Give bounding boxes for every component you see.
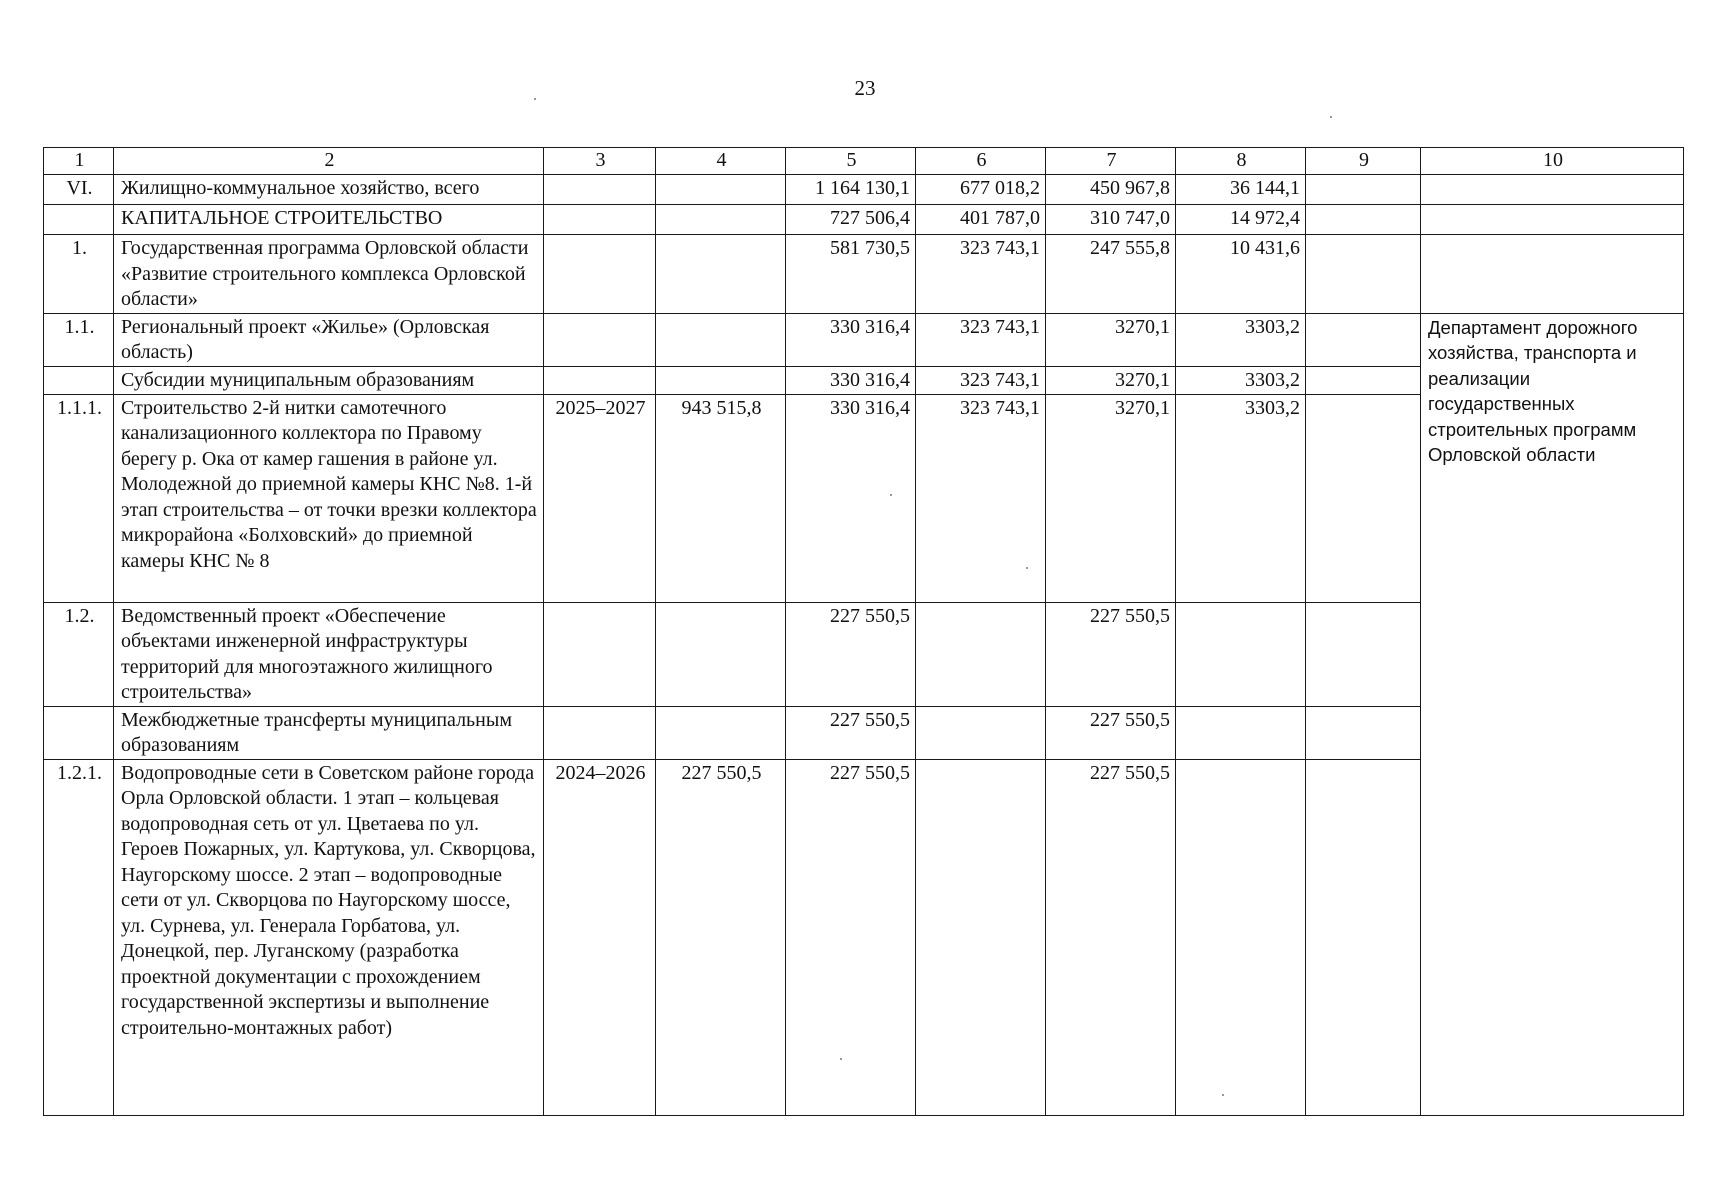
row-number: 1.2. bbox=[44, 602, 114, 706]
row-cost bbox=[656, 205, 786, 235]
row-period bbox=[544, 235, 656, 314]
row-local: 14 972,4 bbox=[1176, 205, 1306, 235]
row-number: 1.1. bbox=[44, 313, 114, 366]
table-row bbox=[44, 313, 1684, 366]
row-other bbox=[1306, 706, 1421, 759]
row-total: 227 550,5 bbox=[786, 759, 916, 1115]
row-period bbox=[544, 175, 656, 205]
row-number: 1. bbox=[44, 235, 114, 314]
row-cost bbox=[656, 366, 786, 394]
row-total: 581 730,5 bbox=[786, 235, 916, 314]
row-number bbox=[44, 205, 114, 235]
header-cell: 7 bbox=[1046, 148, 1176, 175]
row-cost: 943 515,8 bbox=[656, 394, 786, 602]
row-period bbox=[544, 706, 656, 759]
row-other bbox=[1306, 394, 1421, 602]
row-other bbox=[1306, 759, 1421, 1115]
row-total: 330 316,4 bbox=[786, 394, 916, 602]
row-local: 36 144,1 bbox=[1176, 175, 1306, 205]
table-row bbox=[44, 175, 1684, 205]
row-number: 1.1.1. bbox=[44, 394, 114, 602]
header-cell: 4 bbox=[656, 148, 786, 175]
row-name: Субсидии муниципальным образованиям bbox=[114, 366, 544, 394]
header-cell: 2 bbox=[114, 148, 544, 175]
row-number bbox=[44, 706, 114, 759]
row-regional: 227 550,5 bbox=[1046, 706, 1176, 759]
row-cost bbox=[656, 175, 786, 205]
row-local: 3303,2 bbox=[1176, 313, 1306, 366]
scan-speck bbox=[840, 1058, 842, 1060]
row-responsible-empty bbox=[1421, 205, 1684, 235]
row-other bbox=[1306, 602, 1421, 706]
row-federal bbox=[916, 602, 1046, 706]
row-name: Жилищно-коммунальное хозяйство, всего bbox=[114, 175, 544, 205]
row-period: 2024–2026 bbox=[544, 759, 656, 1115]
row-regional: 227 550,5 bbox=[1046, 759, 1176, 1115]
row-cost bbox=[656, 313, 786, 366]
row-local bbox=[1176, 706, 1306, 759]
header-cell: 6 bbox=[916, 148, 1046, 175]
row-name: Государственная программа Орловской области «Развитие строительного комплекса Орловской области» bbox=[114, 235, 544, 314]
row-total: 330 316,4 bbox=[786, 366, 916, 394]
row-federal: 323 743,1 bbox=[916, 235, 1046, 314]
row-regional: 227 550,5 bbox=[1046, 602, 1176, 706]
row-regional: 3270,1 bbox=[1046, 394, 1176, 602]
scan-speck bbox=[1026, 567, 1028, 569]
row-regional: 310 747,0 bbox=[1046, 205, 1176, 235]
row-responsible-empty bbox=[1421, 235, 1684, 314]
header-cell: 8 bbox=[1176, 148, 1306, 175]
row-total: 227 550,5 bbox=[786, 706, 916, 759]
table-row bbox=[44, 205, 1684, 235]
row-total: 727 506,4 bbox=[786, 205, 916, 235]
header-cell: 5 bbox=[786, 148, 916, 175]
row-total: 1 164 130,1 bbox=[786, 175, 916, 205]
scan-speck bbox=[1222, 1094, 1224, 1096]
row-regional: 3270,1 bbox=[1046, 366, 1176, 394]
row-period bbox=[544, 205, 656, 235]
row-local: 10 431,6 bbox=[1176, 235, 1306, 314]
row-total: 227 550,5 bbox=[786, 602, 916, 706]
row-responsible-empty bbox=[1421, 175, 1684, 205]
row-name: Ведомственный проект «Обеспечение объектами инженерной инфраструктуры территорий для многоэтажного жилищного строительства» bbox=[114, 602, 544, 706]
row-period bbox=[544, 602, 656, 706]
header-cell: 1 bbox=[44, 148, 114, 175]
row-federal: 323 743,1 bbox=[916, 394, 1046, 602]
row-federal: 677 018,2 bbox=[916, 175, 1046, 205]
header-row bbox=[44, 148, 1684, 175]
row-cost bbox=[656, 706, 786, 759]
scan-speck bbox=[890, 494, 892, 496]
budget-table bbox=[43, 147, 1684, 1116]
row-federal: 401 787,0 bbox=[916, 205, 1046, 235]
row-local: 3303,2 bbox=[1176, 366, 1306, 394]
page-number: 23 bbox=[854, 76, 876, 100]
row-number bbox=[44, 366, 114, 394]
row-cost bbox=[656, 602, 786, 706]
row-other bbox=[1306, 366, 1421, 394]
scan-speck bbox=[534, 98, 536, 100]
row-other bbox=[1306, 205, 1421, 235]
header-cell: 3 bbox=[544, 148, 656, 175]
row-other bbox=[1306, 313, 1421, 366]
row-cost: 227 550,5 bbox=[656, 759, 786, 1115]
row-federal bbox=[916, 759, 1046, 1115]
row-other bbox=[1306, 235, 1421, 314]
row-local bbox=[1176, 602, 1306, 706]
scan-speck bbox=[1330, 116, 1332, 118]
row-local: 3303,2 bbox=[1176, 394, 1306, 602]
row-number: 1.2.1. bbox=[44, 759, 114, 1115]
header-cell: 9 bbox=[1306, 148, 1421, 175]
row-cost bbox=[656, 235, 786, 314]
row-period: 2025–2027 bbox=[544, 394, 656, 602]
row-regional: 450 967,8 bbox=[1046, 175, 1176, 205]
row-name: Водопроводные сети в Советском районе города Орла Орловской области. 1 этап – кольцевая водопроводная сеть от ул. Цветаева по ул. Героев Пожарных, ул. Картукова, ул. Скворцова, Наугорскому шоссе. 2 этап – водопроводные сети от ул. Скворцова по Наугорскому шоссе, ул. Сурнева, ул. Генерала Горбатова, ул. Донецкой, пер. Луганскому (разработка проектной документации с прохождением государственной экспертизы и выполнение строительно-монтажных работ) bbox=[114, 759, 544, 1115]
header-cell: 10 bbox=[1421, 148, 1684, 175]
row-regional: 247 555,8 bbox=[1046, 235, 1176, 314]
row-local bbox=[1176, 759, 1306, 1115]
row-period bbox=[544, 366, 656, 394]
row-total: 330 316,4 bbox=[786, 313, 916, 366]
responsible-department: Департамент дорожного хозяйства, транспорта и реализации государственных строительных программ Орловской области bbox=[1421, 313, 1684, 1115]
row-name: Межбюджетные трансферты муниципальным образованиям bbox=[114, 706, 544, 759]
row-period bbox=[544, 313, 656, 366]
row-regional: 3270,1 bbox=[1046, 313, 1176, 366]
row-name: Строительство 2-й нитки самотечного канализационного коллектора по Правому берегу р. Ока от камер гашения в районе ул. Молодежной до приемной камеры КНС №8. 1-й этап строительства – от точки врезки коллектора микрорайона «Болховский» до приемной камеры КНС № 8 bbox=[114, 394, 544, 602]
row-name: Региональный проект «Жилье» (Орловская область) bbox=[114, 313, 544, 366]
row-federal bbox=[916, 706, 1046, 759]
table-row bbox=[44, 235, 1684, 314]
row-other bbox=[1306, 175, 1421, 205]
row-name: КАПИТАЛЬНОЕ СТРОИТЕЛЬСТВО bbox=[114, 205, 544, 235]
row-federal: 323 743,1 bbox=[916, 313, 1046, 366]
row-number: VI. bbox=[44, 175, 114, 205]
row-federal: 323 743,1 bbox=[916, 366, 1046, 394]
